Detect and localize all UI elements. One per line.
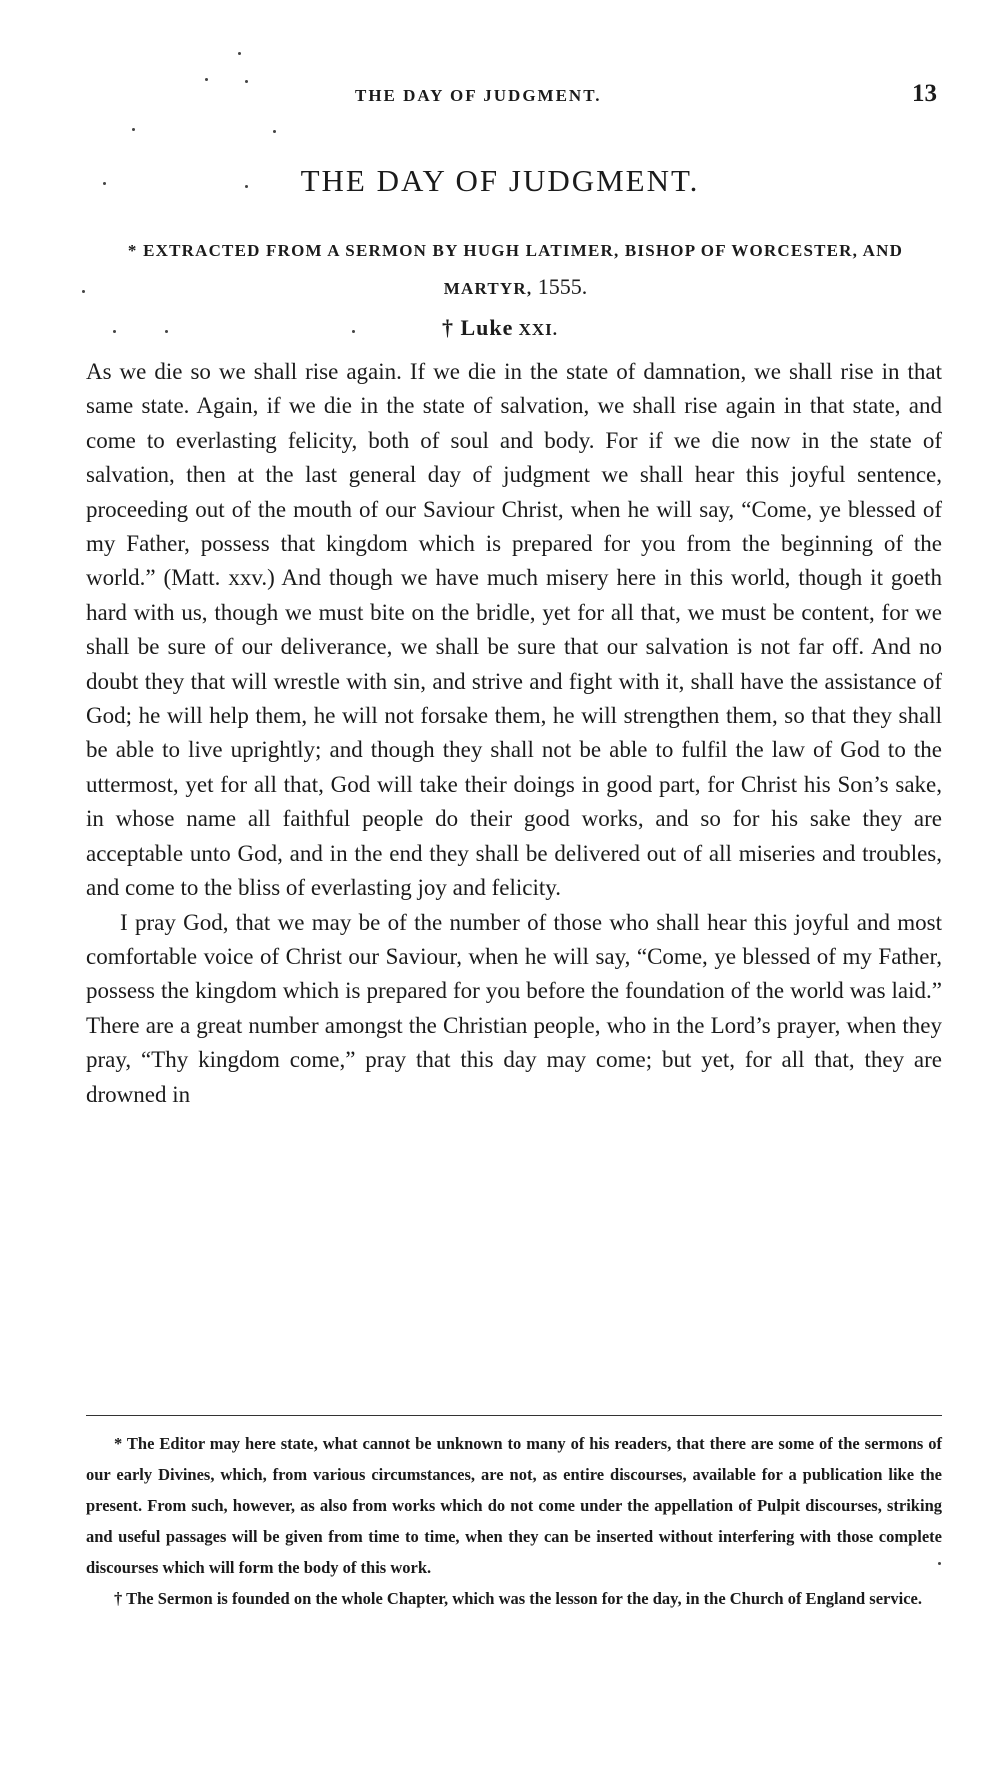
page-number: 13 (912, 80, 937, 107)
dagger-mark: † (441, 315, 461, 340)
reference-chapter: XXI. (513, 320, 559, 339)
running-title: THE DAY OF JUDGMENT. (355, 86, 602, 105)
footnotes (86, 1428, 942, 1614)
subtitle-year: 1555. (537, 274, 588, 299)
sermon-body (86, 355, 942, 1112)
body-paragraph: I pray God, that we may be of the number of those who shall hear this joyful and most comfortable voice of Christ our Saviour, when he will say, “Come, ye blessed of my Father, possess the kingdom which is prepared for you before the foundation of the world was laid.” There are a great number amongst the Christian people, who in the Lord’s prayer, when they pray, “Thy kingdom come,” pray that this day may come; but yet, for all that, they are drowned in (86, 909, 942, 1107)
chapter-subtitle (88, 233, 943, 307)
scripture-reference (0, 315, 1000, 341)
chapter-title: THE DAY OF JUDGMENT. (300, 163, 700, 198)
reference-book: Luke (460, 315, 514, 340)
body-paragraph: As we die so we shall rise again. If we die in the state of damnation, we shall rise in that same state. Again, if we die in the state of salvation, we shall rise again in that state, and come to everlasting felicity, both of soul and body. For if we die now in the state of salvation, then at the last general day of judgment we shall hear this joyful sentence, proceeding out of the mouth of our Saviour Christ, when he will say, “Come, ye blessed of my Father, possess that kingdom which is prepared for you from the beginning of the world.” (Matt. xxv.) And though we have much misery here in this world, though it goeth hard with us, though we must bite on the bridle, yet for all that, we must be content, for we shall be sure of our deliverance, we shall be sure that our salvation is not far off. And no doubt they that will wrestle with sin, and strive and fight with it, shall have the assistance of God; he will help them, he will not forsake them, he will strengthen them, so that they shall be able to live uprightly; and though they shall not be able to fulfil the law of God to the uttermost, yet for all that, God will take their doings in good part, for Christ his Son’s sake, in whose name all faithful people do their good works, and so for his sake they are acceptable unto God, and in the end they shall be delivered out of all miseries and troubles, and come to the bliss of everlasting joy and felicity. (86, 359, 942, 901)
subtitle-text: * EXTRACTED FROM A SERMON BY HUGH LATIMER, BISHOP OF WORCESTER, AND MARTYR, (127, 241, 904, 298)
footnote-divider (86, 1415, 942, 1416)
running-head (0, 80, 1000, 120)
footnote: * The Editor may here state, what cannot be unknown to many of his readers, that there are some of the sermons of our early Divines, which, from various circumstances, are not, as entire discourses, available for a publication like the present. From such, however, as also from works which do not come under the appellation of Pulpit discourses, striking and useful passages will be given from time to time, when they can be inserted without interfering with those complete discourses which will form the body of this work. (86, 1434, 942, 1577)
footnote: † The Sermon is founded on the whole Chapter, which was the lesson for the day, in the Church of England service. (114, 1589, 922, 1608)
